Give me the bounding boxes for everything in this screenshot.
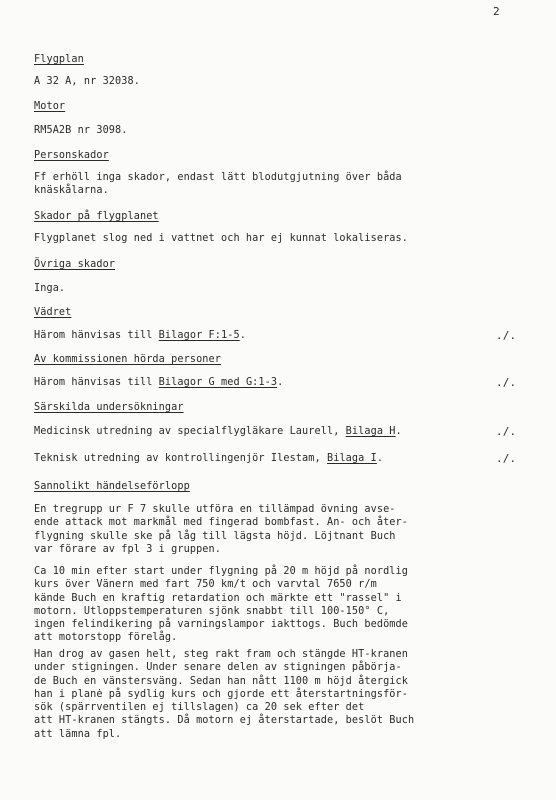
text-teknisk-utredning: [34, 452, 434, 465]
paragraph-line: motorn. Utloppstemperaturen sjönk snabbt till 100-150° C,: [34, 605, 390, 617]
heading-skador-flygplanet: Skador på flygplanet: [34, 211, 159, 222]
heading-sarskilda-undersokningar: Särskilda undersökningar: [34, 402, 184, 413]
text-teknisk-pre: Teknisk utredning av kontrollingenjör Ilestam,: [34, 453, 327, 464]
heading-personskador: Personskador: [34, 150, 109, 161]
paragraph-line: de Buch en vänstersväng. Sedan han nått 1100 m höjd återgick: [34, 675, 409, 687]
text-teknisk-post: .: [376, 453, 384, 464]
text-personskador-2: knäskålarna.: [34, 185, 109, 196]
paragraph-line: kände Buch en kraftig retardation och märkte ett "rassel" i: [34, 592, 402, 604]
paragraph-line: ingen felindikering på varningslampor iakttogs. Buch bedömde: [34, 619, 409, 631]
paragraph-line: var förare av fpl 3 i gruppen.: [34, 543, 222, 555]
paragraph-line: En tregrupp ur F 7 skulle utföra en tillämpad övning avse-: [34, 504, 396, 515]
heading-vadret: Vädret: [34, 307, 72, 318]
text-vadret: [34, 329, 434, 342]
paragraph-line: kurs över Vänern med fart 750 km/t och varvtal 7650 r/m: [34, 579, 377, 591]
text-medicinsk-utredning: [34, 425, 434, 438]
attachment-reference: Bilaga I: [326, 453, 377, 464]
paragraph-line: sök (spärrventilen ej tillslagen) ca 20 sek efter det: [34, 702, 365, 714]
text-medicinsk-post: .: [395, 426, 402, 437]
margin-mark: ./.: [496, 425, 517, 438]
paragraph-line: han i planė på sydlig kurs och gjorde ett återstartningsför-: [34, 688, 409, 700]
text-horda-post: .: [277, 377, 284, 388]
text-vadret-pre: Härom hänvisas till: [34, 330, 159, 341]
text-skador-flygplanet: Flygplanet slog ned i vattnet och har ej kunnat lokaliseras.: [34, 233, 409, 244]
heading-horda-personer: Av kommissionen hörda personer: [34, 354, 222, 365]
attachment-reference: Bilagor F:1-5: [158, 330, 240, 341]
text-medicinsk-pre: Medicinsk utredning av specialflygläkare Laurell,: [34, 426, 346, 437]
text-flygplan: A 32 A, nr 32038.: [34, 76, 140, 87]
text-vadret-post: .: [239, 330, 246, 341]
paragraph: [34, 648, 434, 741]
heading-ovriga-skador: Övriga skador: [34, 259, 116, 270]
paragraph-line: att lämna fpl.: [34, 728, 122, 740]
margin-mark: ./.: [496, 452, 517, 465]
text-ovriga-skador: Inga.: [34, 283, 66, 294]
heading-flygplan: Flygplan: [34, 54, 84, 65]
paragraph: [34, 565, 434, 645]
text-horda-pre: Härom hänvisas till: [34, 377, 159, 388]
text-horda-personer: [34, 376, 434, 389]
attachment-reference: Bilaga H: [345, 426, 396, 437]
paragraph-line: att HT-kranen stängts. Då motorn ej återstartade, beslöt Buch: [34, 715, 415, 727]
paragraph-line: under stigningen. Under senare delen av stigningen påbörja-: [34, 662, 402, 674]
page-number: 2: [493, 5, 500, 18]
text-motor: RM5A2B nr 3098.: [34, 125, 128, 136]
heading-motor: Motor: [34, 101, 66, 112]
paragraph-line: Han drog av gasen helt, steg rakt fram och stängde HT-kranen: [34, 649, 409, 660]
attachment-reference: Bilagor G med G:1-3: [158, 377, 278, 388]
paragraph: [34, 503, 434, 556]
margin-mark: ./.: [496, 376, 517, 389]
paragraph-line: att motorstopp förelåg.: [34, 632, 178, 644]
paragraph-line: ende attack mot markmål med fingerad bombfast. An- och åter-: [34, 517, 409, 529]
heading-handelseforlopp: Sannolikt händelseförlopp: [34, 481, 190, 492]
text-personskador-1: Ff erhöll inga skador, endast lätt blodutgjutning över båda: [34, 172, 402, 183]
margin-mark: ./.: [496, 329, 517, 342]
paragraph-line: flygning skulle ske på låg till lägsta höjd. Löjtnant Buch: [34, 530, 396, 542]
paragraph-line: Ca 10 min efter start under flygning på 20 m höjd på nordlig: [34, 566, 409, 577]
